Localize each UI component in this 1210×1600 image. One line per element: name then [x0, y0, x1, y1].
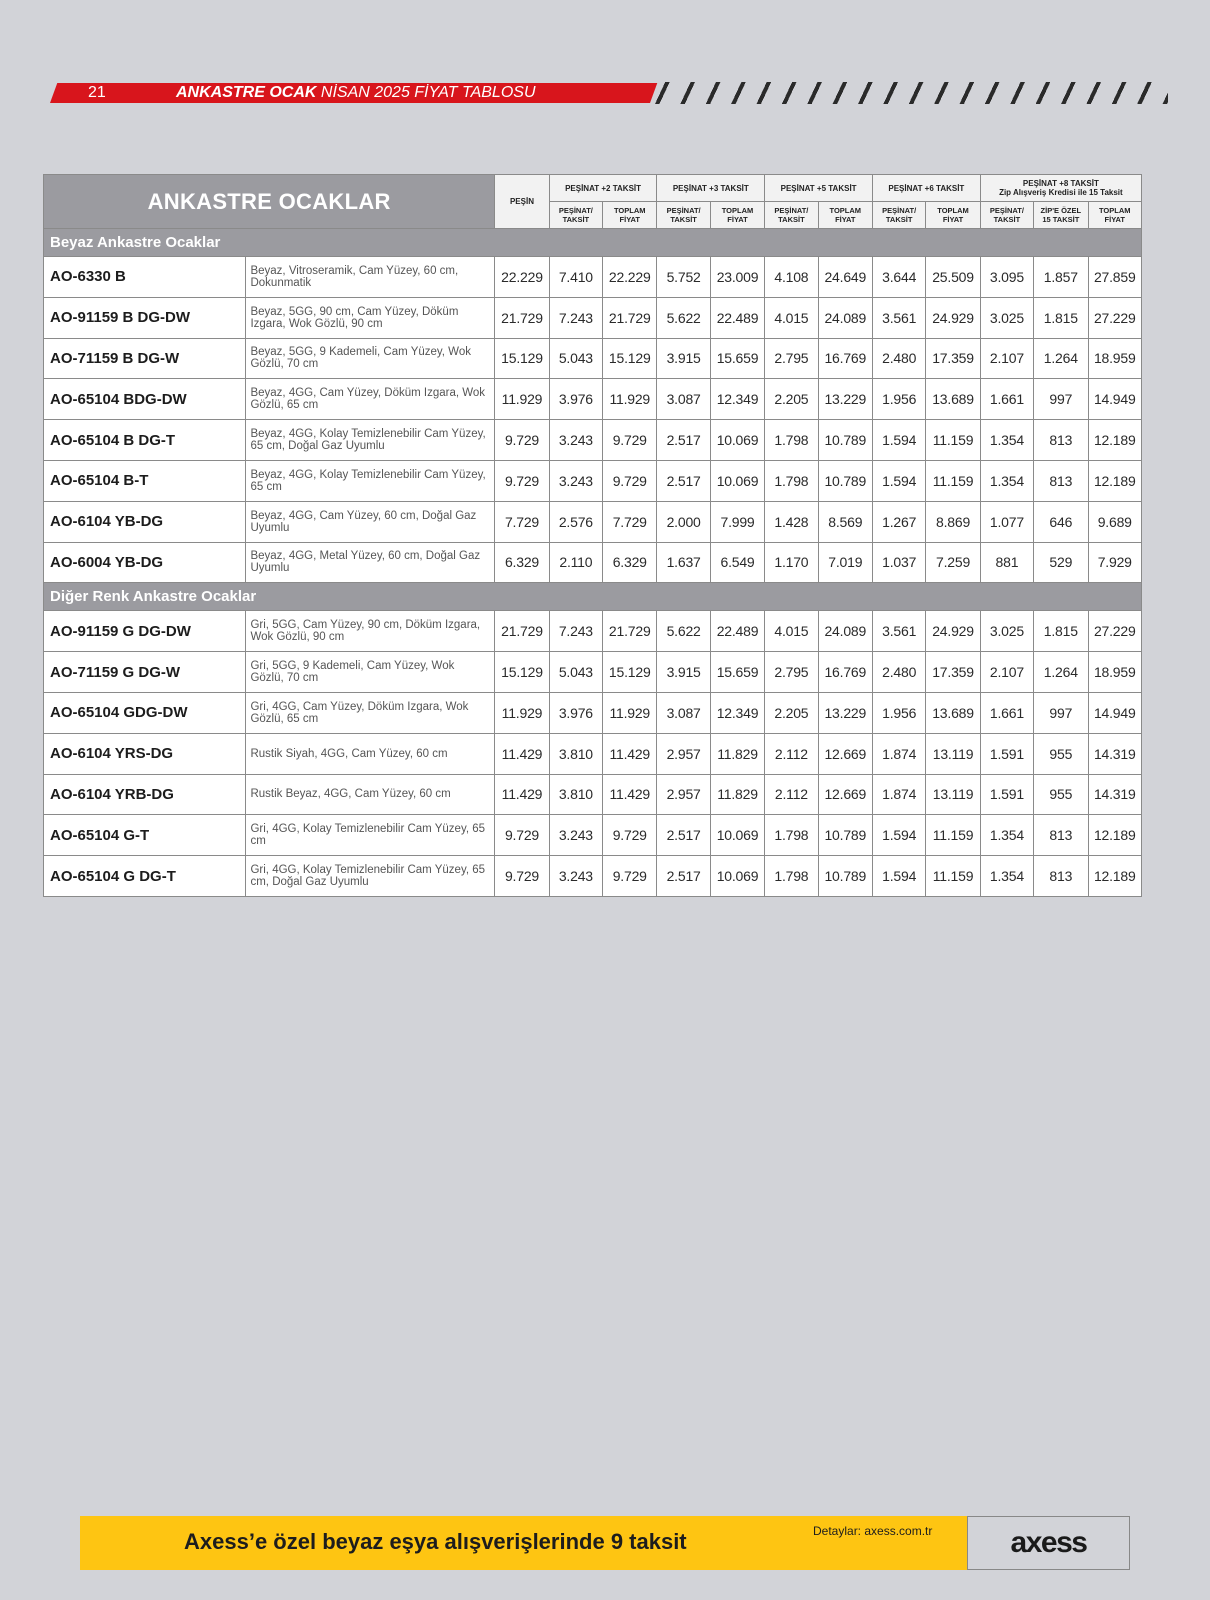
table-row — [44, 815, 1142, 856]
price-cell: 9.729 — [603, 856, 657, 897]
price-cell: 5.752 — [657, 257, 710, 298]
page-number: 21 — [88, 84, 106, 101]
product-code: AO-91159 G DG-DW — [44, 611, 246, 652]
price-cell: 11.429 — [495, 733, 549, 774]
price-cell: 2.480 — [872, 338, 925, 379]
subheader-zip — [1034, 202, 1088, 229]
price-cell: 10.069 — [710, 815, 764, 856]
subheader-line2: TAKSİT — [778, 215, 805, 224]
price-cell: 9.729 — [603, 420, 657, 461]
price-cell: 9.729 — [495, 420, 549, 461]
subheader-line1: ZİP'E ÖZEL — [1040, 206, 1082, 215]
page-title-rest: NİSAN 2025 FİYAT TABLOSU — [316, 84, 536, 101]
price-cell: 2.107 — [980, 338, 1033, 379]
product-description: Beyaz, 4GG, Cam Yüzey, Döküm Izgara, Wok Gözlü, 65 cm — [246, 379, 495, 420]
price-cell: 2.480 — [872, 652, 925, 693]
product-description: Gri, 5GG, 9 Kademeli, Cam Yüzey, Wok Gözlü, 70 cm — [246, 652, 495, 693]
table-row — [44, 733, 1142, 774]
price-cell: 2.205 — [765, 692, 818, 733]
product-code: AO-71159 B DG-W — [44, 338, 246, 379]
price-cell: 3.243 — [549, 815, 602, 856]
product-description: Rustik Siyah, 4GG, Cam Yüzey, 60 cm — [246, 733, 495, 774]
section-title: Beyaz Ankastre Ocaklar — [44, 229, 1142, 257]
product-code: AO-65104 GDG-DW — [44, 692, 246, 733]
group-header-8-line2: Zip Alışveriş Kredisi ile 15 Taksit — [999, 188, 1123, 197]
price-cell: 997 — [1034, 379, 1088, 420]
price-cell: 9.729 — [603, 460, 657, 501]
price-cell: 2.112 — [765, 774, 818, 815]
subheader-line1: TOPLAM — [829, 206, 862, 215]
price-cell: 15.659 — [710, 652, 764, 693]
price-cell: 7.929 — [1088, 542, 1142, 583]
price-cell: 2.957 — [657, 774, 710, 815]
price-cell: 13.229 — [818, 692, 872, 733]
table-row — [44, 692, 1142, 733]
price-cell: 7.410 — [549, 257, 602, 298]
price-cell: 7.729 — [603, 501, 657, 542]
price-cell: 27.229 — [1088, 297, 1142, 338]
subheader-line1: TOPLAM — [937, 206, 969, 215]
price-cell: 24.089 — [818, 297, 872, 338]
table-body — [44, 229, 1142, 897]
price-cell: 1.798 — [765, 420, 818, 461]
price-cell: 3.561 — [872, 297, 925, 338]
price-cell: 27.859 — [1088, 257, 1142, 298]
price-cell: 1.354 — [980, 420, 1033, 461]
price-cell: 24.089 — [818, 611, 872, 652]
subheader-line2: FİYAT — [942, 215, 964, 224]
subheader-line2: FİYAT — [1104, 215, 1125, 224]
price-cell: 9.729 — [603, 815, 657, 856]
section-header-row — [44, 229, 1142, 257]
price-cell: 3.243 — [549, 856, 602, 897]
table-row — [44, 297, 1142, 338]
price-cell: 10.789 — [818, 460, 872, 501]
table-title: ANKASTRE OCAKLAR — [44, 175, 495, 229]
subheader-line1: TOPLAM — [613, 206, 646, 215]
price-cell: 13.119 — [926, 733, 980, 774]
subheader-toplam — [603, 202, 657, 229]
subheader-line2: FİYAT — [727, 215, 748, 224]
price-cell: 9.729 — [495, 815, 549, 856]
price-cell: 12.349 — [710, 692, 764, 733]
pesin-header: PEŞİN — [495, 175, 549, 229]
price-cell: 8.569 — [818, 501, 872, 542]
price-cell: 3.915 — [657, 652, 710, 693]
product-description: Beyaz, 5GG, 9 Kademeli, Cam Yüzey, Wok Gözlü, 70 cm — [246, 338, 495, 379]
subheader-pesinat-taksit — [657, 202, 710, 229]
price-cell: 1.956 — [872, 692, 925, 733]
table-row — [44, 542, 1142, 583]
table-row — [44, 652, 1142, 693]
decorative-stripes — [652, 82, 1168, 104]
price-cell: 1.354 — [980, 815, 1033, 856]
table-row — [44, 856, 1142, 897]
price-cell: 813 — [1034, 815, 1088, 856]
subheader-pesinat-taksit — [980, 202, 1033, 229]
price-cell: 813 — [1034, 460, 1088, 501]
price-cell: 13.229 — [818, 379, 872, 420]
subheader-line1: PEŞİNAT/ — [666, 206, 701, 215]
price-cell: 15.129 — [603, 652, 657, 693]
promo-text: Axess’e özel beyaz eşya alışverişlerinde 9 taksit — [184, 1529, 687, 1554]
price-cell: 21.729 — [603, 611, 657, 652]
price-cell: 2.517 — [657, 420, 710, 461]
price-cell: 11.929 — [603, 692, 657, 733]
section-header-row — [44, 583, 1142, 611]
group-header-6: PEŞİNAT +6 TAKSİT — [872, 175, 980, 202]
price-cell: 1.798 — [765, 460, 818, 501]
price-cell: 13.119 — [926, 774, 980, 815]
subheader-pesinat-taksit — [872, 202, 925, 229]
price-cell: 22.229 — [603, 257, 657, 298]
price-cell: 1.037 — [872, 542, 925, 583]
price-cell: 1.815 — [1034, 297, 1088, 338]
price-cell: 2.795 — [765, 338, 818, 379]
price-cell: 3.087 — [657, 692, 710, 733]
price-cell: 24.929 — [926, 297, 980, 338]
price-cell: 12.189 — [1088, 460, 1142, 501]
price-cell: 3.644 — [872, 257, 925, 298]
price-cell: 21.729 — [603, 297, 657, 338]
price-cell: 1.170 — [765, 542, 818, 583]
section-title: Diğer Renk Ankastre Ocaklar — [44, 583, 1142, 611]
product-description: Beyaz, Vitroseramik, Cam Yüzey, 60 cm, Dokunmatik — [246, 257, 495, 298]
axess-logo-box — [967, 1516, 1130, 1570]
price-cell: 11.159 — [926, 420, 980, 461]
group-header-5: PEŞİNAT +5 TAKSİT — [765, 175, 873, 202]
price-cell: 21.729 — [495, 611, 549, 652]
table-row — [44, 501, 1142, 542]
table-row — [44, 257, 1142, 298]
price-cell: 9.729 — [495, 460, 549, 501]
table-row — [44, 774, 1142, 815]
price-cell: 2.205 — [765, 379, 818, 420]
price-cell: 15.129 — [603, 338, 657, 379]
header-banner — [50, 80, 1170, 106]
price-cell: 27.229 — [1088, 611, 1142, 652]
price-cell: 12.349 — [710, 379, 764, 420]
price-cell: 12.669 — [818, 774, 872, 815]
price-cell: 22.489 — [710, 611, 764, 652]
price-cell: 2.107 — [980, 652, 1033, 693]
page-title-bold: ANKASTRE OCAK — [176, 84, 317, 101]
price-cell: 2.957 — [657, 733, 710, 774]
price-cell: 1.594 — [872, 460, 925, 501]
product-description: Beyaz, 4GG, Kolay Temizlenebilir Cam Yüzey, 65 cm — [246, 460, 495, 501]
subheader-line1: TOPLAM — [1098, 206, 1131, 215]
price-cell: 1.661 — [980, 692, 1033, 733]
product-description: Beyaz, 5GG, 90 cm, Cam Yüzey, Döküm Izgara, Wok Gözlü, 90 cm — [246, 297, 495, 338]
subheader-line1: PEŞİNAT/ — [989, 206, 1024, 215]
price-cell: 881 — [980, 542, 1033, 583]
price-cell: 8.869 — [926, 501, 980, 542]
axess-logo: axess — [1010, 1526, 1087, 1559]
subheader-pesinat-taksit — [765, 202, 818, 229]
product-description: Gri, 4GG, Kolay Temizlenebilir Cam Yüzey, 65 cm — [246, 815, 495, 856]
price-cell: 11.929 — [495, 379, 549, 420]
product-code: AO-6330 B — [44, 257, 246, 298]
price-cell: 14.949 — [1088, 692, 1142, 733]
table-row — [44, 460, 1142, 501]
price-cell: 1.267 — [872, 501, 925, 542]
price-cell: 11.429 — [603, 733, 657, 774]
price-cell: 7.259 — [926, 542, 980, 583]
price-cell: 15.659 — [710, 338, 764, 379]
price-cell: 18.959 — [1088, 652, 1142, 693]
product-description: Gri, 5GG, Cam Yüzey, 90 cm, Döküm Izgara, Wok Gözlü, 90 cm — [246, 611, 495, 652]
price-cell: 2.112 — [765, 733, 818, 774]
product-code: AO-65104 G DG-T — [44, 856, 246, 897]
product-description: Gri, 4GG, Cam Yüzey, Döküm Izgara, Wok Gözlü, 65 cm — [246, 692, 495, 733]
price-cell: 7.243 — [549, 611, 602, 652]
price-cell: 3.976 — [549, 692, 602, 733]
product-description: Beyaz, 4GG, Metal Yüzey, 60 cm, Doğal Gaz Uyumlu — [246, 542, 495, 583]
product-description: Gri, 4GG, Kolay Temizlenebilir Cam Yüzey, 65 cm, Doğal Gaz Uyumlu — [246, 856, 495, 897]
price-cell: 14.949 — [1088, 379, 1142, 420]
price-cell: 3.810 — [549, 733, 602, 774]
price-cell: 2.000 — [657, 501, 710, 542]
price-cell: 2.517 — [657, 460, 710, 501]
price-cell: 1.857 — [1034, 257, 1088, 298]
subheader-pesinat-taksit — [549, 202, 602, 229]
price-cell: 4.015 — [765, 297, 818, 338]
product-code: AO-65104 B DG-T — [44, 420, 246, 461]
price-cell: 13.689 — [926, 379, 980, 420]
price-cell: 1.594 — [872, 420, 925, 461]
subheader-line2: FİYAT — [619, 215, 640, 224]
price-cell: 3.810 — [549, 774, 602, 815]
price-cell: 14.319 — [1088, 733, 1142, 774]
price-cell: 6.549 — [710, 542, 764, 583]
price-cell: 11.429 — [495, 774, 549, 815]
product-code: AO-6004 YB-DG — [44, 542, 246, 583]
price-cell: 10.789 — [818, 420, 872, 461]
subheader-line2: 15 TAKSİT — [1042, 215, 1080, 224]
price-cell: 1.798 — [765, 856, 818, 897]
group-header-2: PEŞİNAT +2 TAKSİT — [549, 175, 657, 202]
price-cell: 17.359 — [926, 338, 980, 379]
subheader-toplam — [926, 202, 980, 229]
price-cell: 10.069 — [710, 460, 764, 501]
price-cell: 5.043 — [549, 338, 602, 379]
price-cell: 997 — [1034, 692, 1088, 733]
price-cell: 1.594 — [872, 815, 925, 856]
price-cell: 7.999 — [710, 501, 764, 542]
price-cell: 2.110 — [549, 542, 602, 583]
table-row — [44, 379, 1142, 420]
product-code: AO-6104 YRS-DG — [44, 733, 246, 774]
subheader-toplam — [1088, 202, 1142, 229]
price-cell: 18.959 — [1088, 338, 1142, 379]
price-cell: 2.795 — [765, 652, 818, 693]
price-cell: 3.243 — [549, 420, 602, 461]
price-cell: 10.789 — [818, 815, 872, 856]
product-code: AO-6104 YB-DG — [44, 501, 246, 542]
promo-footer — [80, 1516, 1130, 1570]
price-cell: 1.591 — [980, 774, 1033, 815]
subheader-line1: TOPLAM — [721, 206, 754, 215]
group-header-8 — [980, 175, 1141, 202]
price-cell: 12.669 — [818, 733, 872, 774]
group-header-3: PEŞİNAT +3 TAKSİT — [657, 175, 765, 202]
details-link[interactable]: Detaylar: axess.com.tr — [813, 1524, 933, 1538]
price-cell: 11.159 — [926, 856, 980, 897]
price-cell: 3.087 — [657, 379, 710, 420]
price-cell: 12.189 — [1088, 856, 1142, 897]
subheader-line2: TAKSİT — [670, 215, 697, 224]
price-cell: 813 — [1034, 856, 1088, 897]
price-cell: 1.661 — [980, 379, 1033, 420]
price-cell: 1.077 — [980, 501, 1033, 542]
price-cell: 11.829 — [710, 774, 764, 815]
table-row — [44, 338, 1142, 379]
price-cell: 22.489 — [710, 297, 764, 338]
subheader-line2: FİYAT — [835, 215, 856, 224]
price-cell: 2.517 — [657, 856, 710, 897]
price-cell: 9.729 — [495, 856, 549, 897]
price-cell: 10.069 — [710, 856, 764, 897]
price-cell: 7.019 — [818, 542, 872, 583]
subheader-toplam — [818, 202, 872, 229]
price-cell: 1.874 — [872, 774, 925, 815]
price-cell: 2.576 — [549, 501, 602, 542]
subheader-toplam — [710, 202, 764, 229]
price-cell: 9.689 — [1088, 501, 1142, 542]
product-code: AO-65104 G-T — [44, 815, 246, 856]
price-cell: 5.622 — [657, 611, 710, 652]
price-cell: 2.517 — [657, 815, 710, 856]
price-cell: 11.929 — [603, 379, 657, 420]
price-cell: 21.729 — [495, 297, 549, 338]
table-row — [44, 420, 1142, 461]
price-cell: 1.264 — [1034, 652, 1088, 693]
price-cell: 15.129 — [495, 338, 549, 379]
price-cell: 24.649 — [818, 257, 872, 298]
product-description: Beyaz, 4GG, Kolay Temizlenebilir Cam Yüzey, 65 cm, Doğal Gaz Uyumlu — [246, 420, 495, 461]
price-cell: 13.689 — [926, 692, 980, 733]
subheader-line2: TAKSİT — [993, 215, 1021, 224]
price-cell: 1.264 — [1034, 338, 1088, 379]
price-cell: 25.509 — [926, 257, 980, 298]
price-cell: 16.769 — [818, 652, 872, 693]
price-cell: 1.956 — [872, 379, 925, 420]
price-cell: 7.729 — [495, 501, 549, 542]
price-cell: 1.594 — [872, 856, 925, 897]
product-description: Beyaz, 4GG, Cam Yüzey, 60 cm, Doğal Gaz Uyumlu — [246, 501, 495, 542]
price-cell: 6.329 — [603, 542, 657, 583]
price-cell: 1.798 — [765, 815, 818, 856]
product-code: AO-6104 YRB-DG — [44, 774, 246, 815]
price-cell: 6.329 — [495, 542, 549, 583]
price-cell: 11.159 — [926, 460, 980, 501]
price-cell: 11.929 — [495, 692, 549, 733]
product-code: AO-65104 B-T — [44, 460, 246, 501]
price-cell: 4.015 — [765, 611, 818, 652]
product-description: Rustik Beyaz, 4GG, Cam Yüzey, 60 cm — [246, 774, 495, 815]
price-cell: 11.429 — [603, 774, 657, 815]
price-table — [43, 174, 1142, 897]
price-cell: 24.929 — [926, 611, 980, 652]
price-cell: 7.243 — [549, 297, 602, 338]
price-cell: 5.043 — [549, 652, 602, 693]
price-cell: 955 — [1034, 774, 1088, 815]
group-header-8-line1: PEŞİNAT +8 TAKSİT — [1022, 179, 1099, 188]
price-cell: 1.815 — [1034, 611, 1088, 652]
product-code: AO-71159 G DG-W — [44, 652, 246, 693]
price-cell: 3.976 — [549, 379, 602, 420]
price-cell: 813 — [1034, 420, 1088, 461]
price-cell: 12.189 — [1088, 420, 1142, 461]
price-cell: 3.095 — [980, 257, 1033, 298]
price-cell: 11.829 — [710, 733, 764, 774]
page-title — [176, 84, 536, 102]
price-cell: 955 — [1034, 733, 1088, 774]
price-cell: 1.354 — [980, 856, 1033, 897]
subheader-line1: PEŞİNAT/ — [558, 206, 593, 215]
price-cell: 22.229 — [495, 257, 549, 298]
price-cell: 3.561 — [872, 611, 925, 652]
product-code: AO-91159 B DG-DW — [44, 297, 246, 338]
subheader-line2: TAKSİT — [562, 215, 590, 224]
price-cell: 529 — [1034, 542, 1088, 583]
product-code: AO-65104 BDG-DW — [44, 379, 246, 420]
price-cell: 10.789 — [818, 856, 872, 897]
price-cell: 646 — [1034, 501, 1088, 542]
price-cell: 23.009 — [710, 257, 764, 298]
price-cell: 5.622 — [657, 297, 710, 338]
price-cell: 14.319 — [1088, 774, 1142, 815]
subheader-line2: TAKSİT — [885, 215, 913, 224]
subheader-line1: PEŞİNAT/ — [774, 206, 809, 215]
price-cell: 3.915 — [657, 338, 710, 379]
price-cell: 3.025 — [980, 297, 1033, 338]
price-cell: 1.637 — [657, 542, 710, 583]
price-cell: 1.428 — [765, 501, 818, 542]
price-cell: 4.108 — [765, 257, 818, 298]
price-cell: 11.159 — [926, 815, 980, 856]
subheader-line1: PEŞİNAT/ — [882, 206, 917, 215]
price-cell: 15.129 — [495, 652, 549, 693]
price-cell: 17.359 — [926, 652, 980, 693]
price-cell: 10.069 — [710, 420, 764, 461]
price-cell: 1.354 — [980, 460, 1033, 501]
table-row — [44, 611, 1142, 652]
price-cell: 3.025 — [980, 611, 1033, 652]
price-cell: 1.591 — [980, 733, 1033, 774]
price-cell: 12.189 — [1088, 815, 1142, 856]
price-cell: 16.769 — [818, 338, 872, 379]
price-cell: 1.874 — [872, 733, 925, 774]
price-cell: 3.243 — [549, 460, 602, 501]
